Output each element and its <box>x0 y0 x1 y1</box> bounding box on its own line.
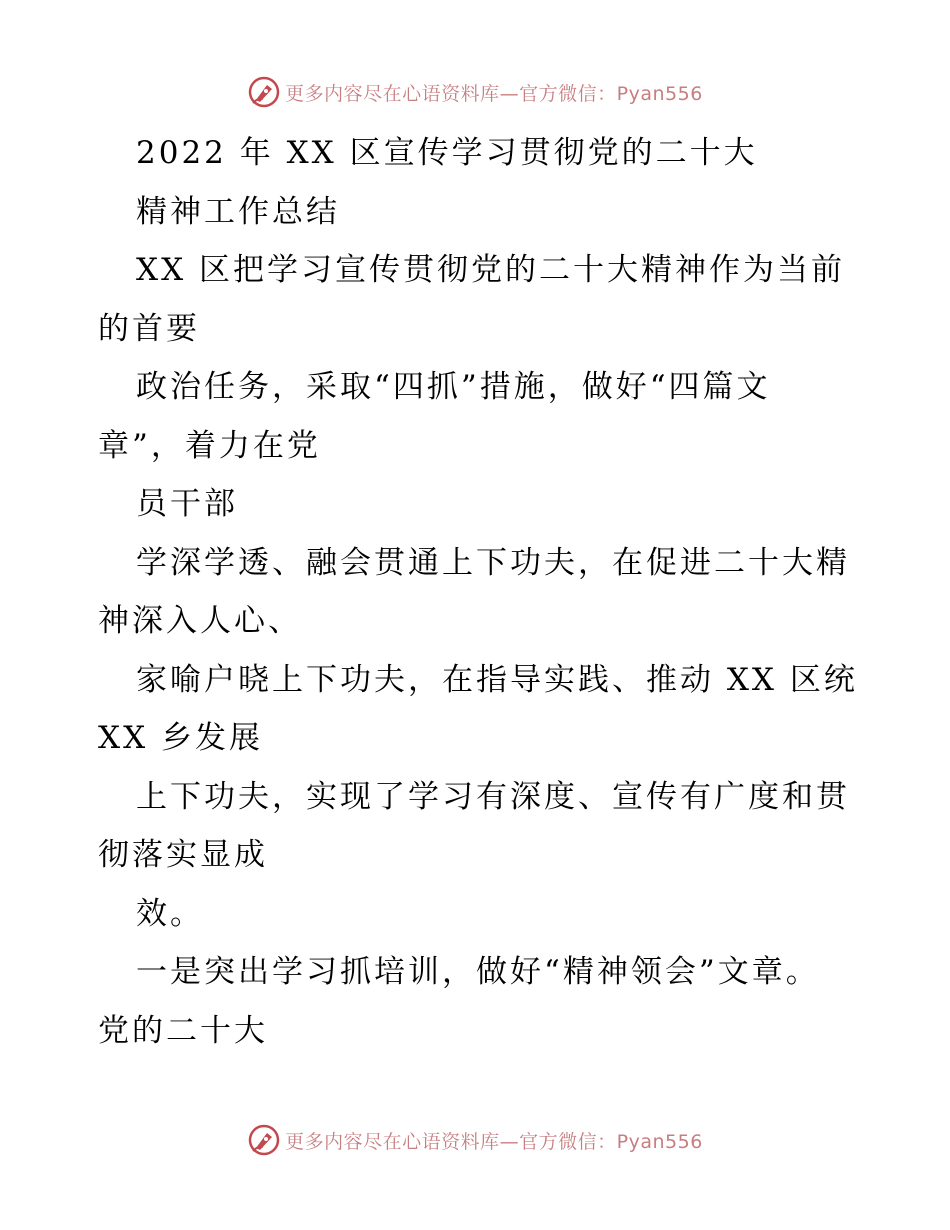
paragraph-line: XX 乡发展 <box>98 720 263 756</box>
document-body <box>98 124 858 1060</box>
paragraph-line: 彻落实显成 <box>98 837 268 873</box>
watermark-header <box>0 72 950 112</box>
paragraph-line: 学深学透、融会贯通上下功夫，在促进二十大精 <box>136 544 850 581</box>
pen-nib-logo-icon <box>247 75 281 109</box>
watermark-footer <box>0 1120 950 1160</box>
paragraph-line: 上下功夫，实现了学习有深度、宣传有广度和贯 <box>136 778 850 815</box>
paragraph-line: 神深入人心、 <box>98 603 302 639</box>
paragraph-line: 政治任务，采取“四抓”措施，做好“四篇文 <box>136 369 771 405</box>
watermark-text: 更多内容尽在心语资料库—官方微信：Pyan556 <box>285 1130 703 1153</box>
watermark-text: 更多内容尽在心语资料库—官方微信：Pyan556 <box>285 82 703 105</box>
pen-nib-logo-icon <box>247 1123 281 1157</box>
paragraph-line: 员干部 <box>136 486 238 522</box>
paragraph-line: 的首要 <box>98 310 200 347</box>
document-title-line-1: 2022 年 XX 区宣传学习贯彻党的二十大 <box>136 135 758 171</box>
paragraph-line: 章”，着力在党 <box>98 427 321 464</box>
paragraph-line: 一是突出学习抓培训，做好“精神领会”文章。 <box>136 954 820 990</box>
paragraph-line: 效。 <box>136 895 204 932</box>
paragraph-line: XX 区把学习宣传贯彻党的二十大精神作为当前 <box>136 252 845 288</box>
paragraph-line: 家喻户晓上下功夫，在指导实践、推动 XX 区统 <box>136 661 858 698</box>
paragraph-line: 党的二十大 <box>98 1012 268 1049</box>
document-title-line-2: 精神工作总结 <box>136 193 340 230</box>
